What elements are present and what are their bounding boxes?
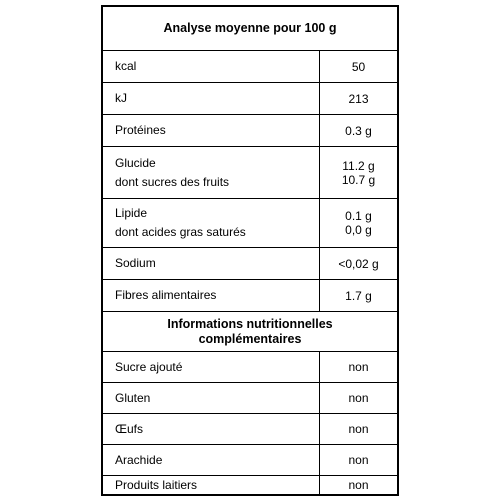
row-label-proteines: Protéines — [115, 123, 166, 137]
table-row — [103, 83, 397, 115]
table-row — [103, 199, 397, 248]
table-row — [103, 445, 397, 476]
table-header — [103, 7, 397, 51]
table-row — [103, 280, 397, 312]
table-row — [103, 115, 397, 147]
row-label-sodium: Sodium — [115, 256, 156, 270]
row-value-kj: 213 — [348, 91, 369, 106]
row-value-lipide: 0.1 g — [345, 209, 372, 223]
section-header — [103, 312, 397, 352]
row-value-glucide: 11.2 g — [342, 158, 375, 173]
table-row — [103, 147, 397, 199]
row-label-gluten: Gluten — [115, 390, 151, 405]
row-label-lipide: Lipide — [115, 206, 148, 220]
table-header-title: Analyse moyenne pour 100 g — [163, 21, 337, 35]
table-row — [103, 248, 397, 280]
table-row — [103, 352, 397, 383]
row-value-oeufs: non — [348, 422, 369, 436]
row-label-kj: kJ — [115, 91, 127, 105]
row-sublabel-acides-gras: dont acides gras saturés — [115, 225, 246, 239]
row-value-kcal: 50 — [351, 59, 366, 74]
row-value-arachide: non — [348, 453, 369, 467]
table-row — [103, 51, 397, 83]
table-row — [103, 476, 397, 494]
row-label-kcal: kcal — [115, 59, 137, 73]
row-label-arachide: Arachide — [115, 452, 163, 467]
row-sublabel-sucres: dont sucres des fruits — [115, 174, 230, 189]
row-subvalue-sucres: 10.7 g — [341, 172, 376, 187]
row-label-produits-laitiers: Produits laitiers — [115, 477, 198, 492]
row-label-oeufs: Œufs — [115, 421, 144, 436]
nutrition-table — [101, 5, 399, 496]
row-subvalue-acides-gras: 0,0 g — [345, 223, 372, 237]
section-header-line2: complémentaires — [198, 331, 302, 346]
row-label-fibres: Fibres alimentaires — [115, 288, 217, 302]
table-row — [103, 383, 397, 414]
row-value-proteines: 0.3 g — [345, 123, 372, 138]
row-label-glucide: Glucide — [115, 155, 156, 170]
row-value-gluten: non — [348, 391, 369, 405]
row-value-sucre-ajoute: non — [348, 360, 369, 374]
row-value-produits-laitiers: non — [348, 478, 369, 492]
section-header-line1: Informations nutritionnelles — [167, 316, 333, 331]
row-label-sucre-ajoute: Sucre ajouté — [115, 359, 183, 374]
row-value-sodium: <0,02 g — [338, 256, 379, 271]
table-row — [103, 414, 397, 445]
row-value-fibres: 1.7 g — [345, 288, 372, 303]
